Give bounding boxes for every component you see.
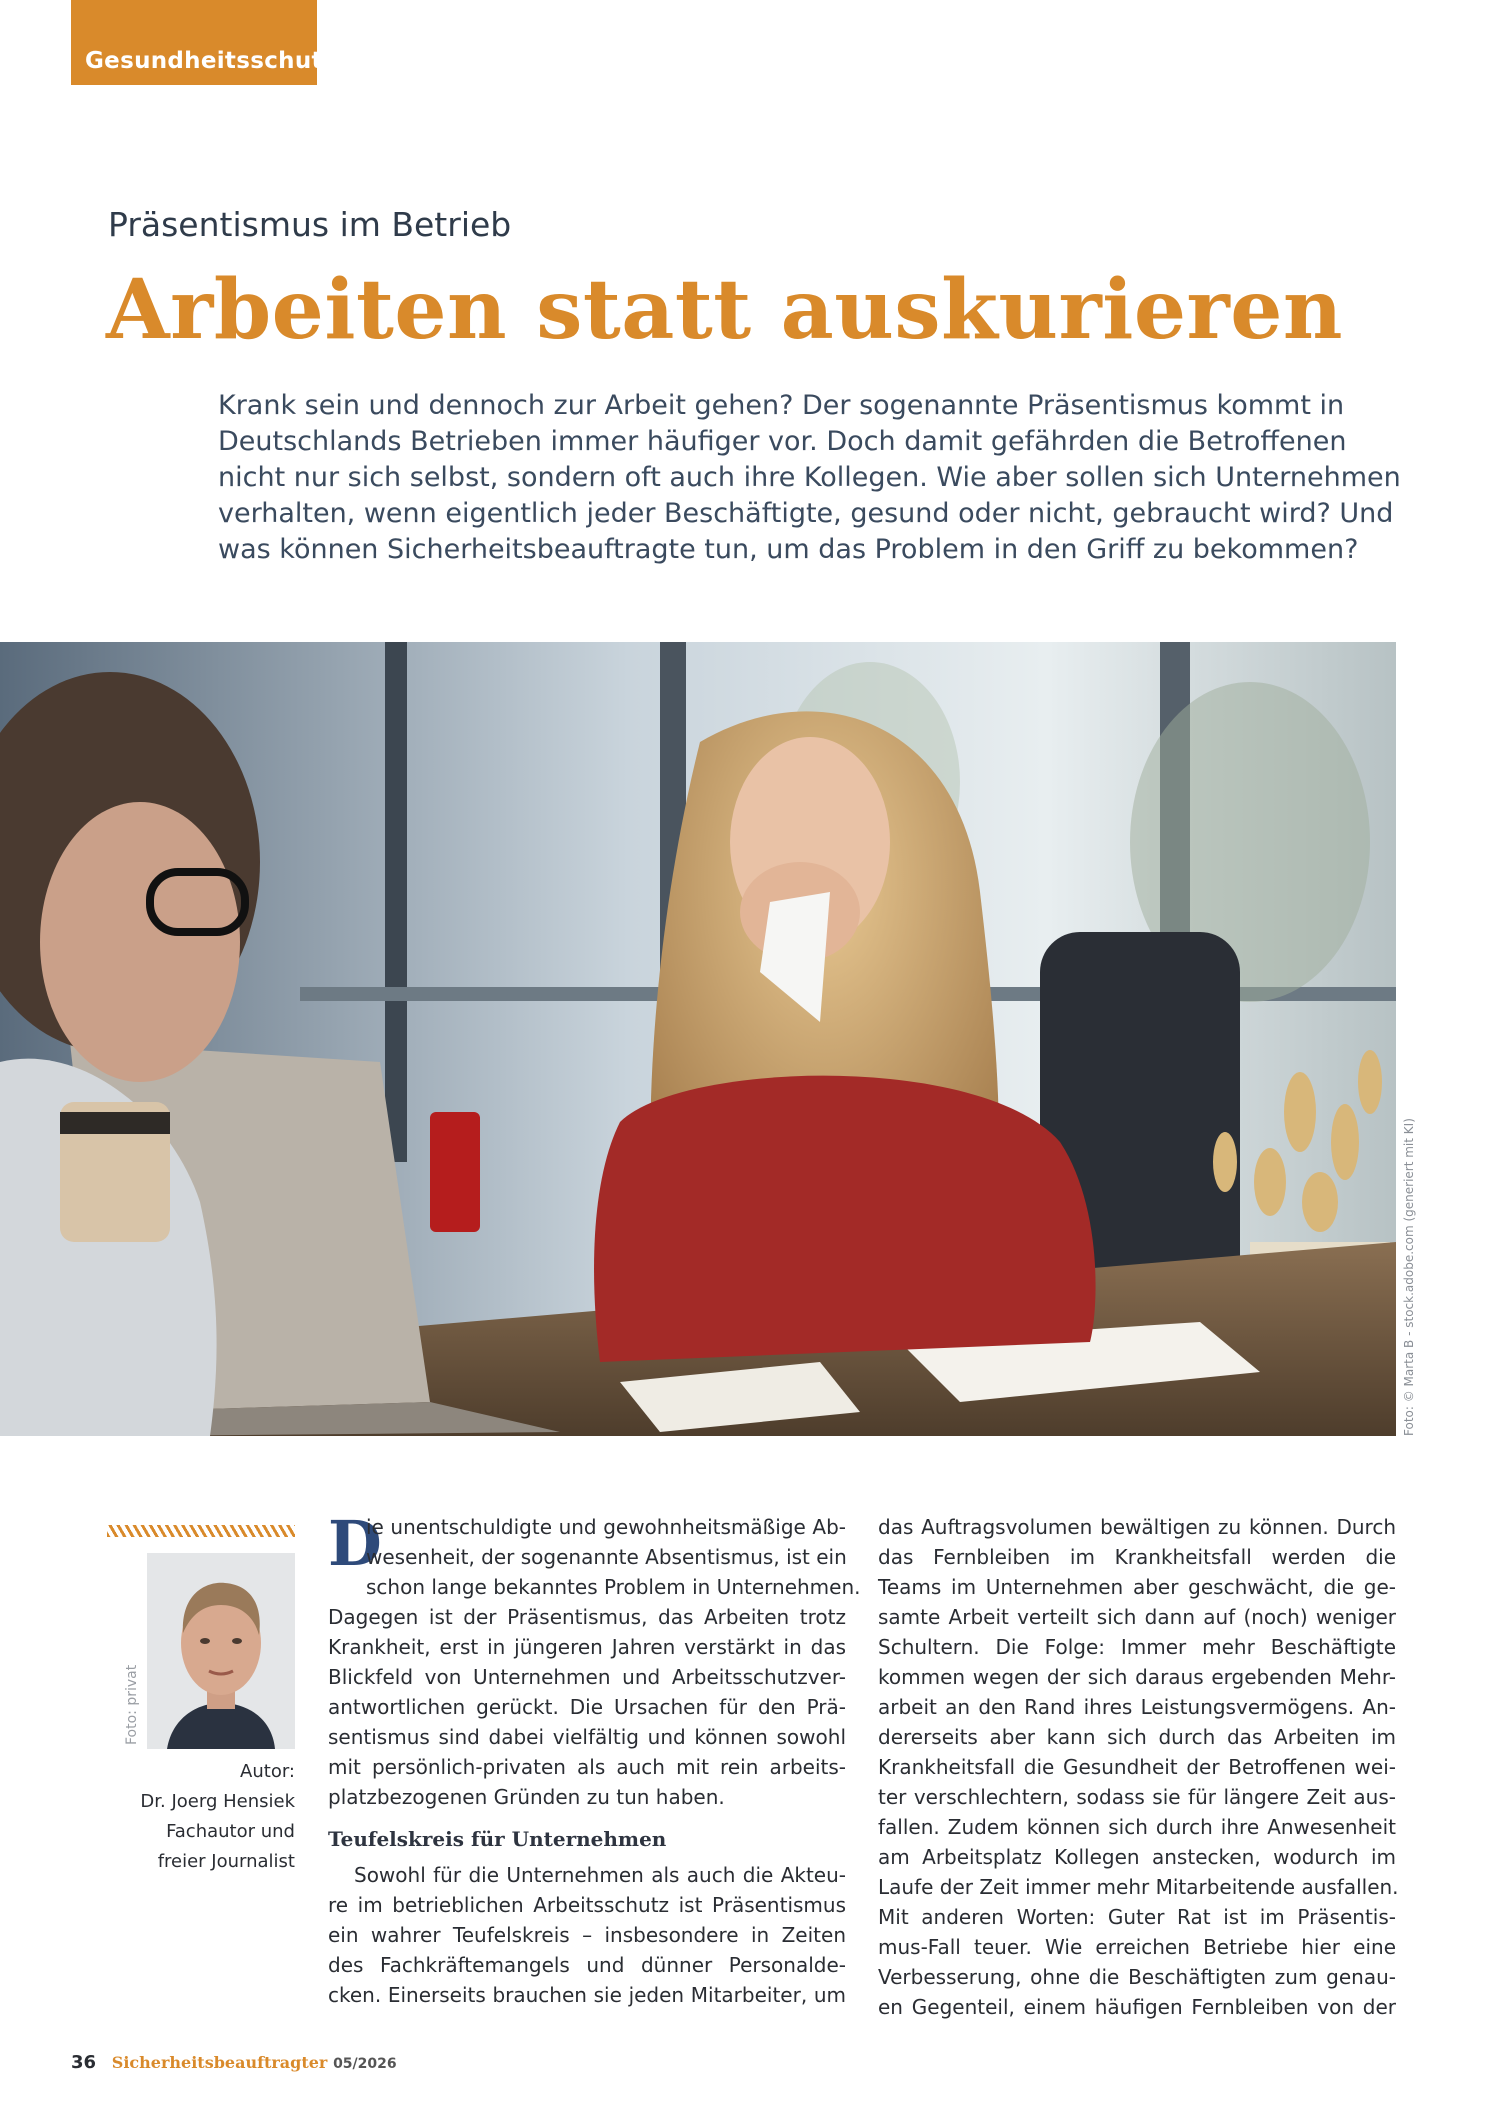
body-line: Mit anderen Worten: Guter Rat ist im Präsentis- <box>878 1905 1396 1929</box>
subheading: Teufelskreis für Unternehmen <box>328 1827 667 1851</box>
lead-line: nicht nur sich selbst, sondern oft auch ihre Kollegen. Wie aber sollen sich Unternehmen <box>218 462 1401 493</box>
body-line: mit persönlich-privaten als auch mit rein arbeits- <box>328 1755 846 1779</box>
magazine-name: Sicherheitsbeauftragter <box>111 2053 328 2072</box>
body-line: Blickfeld von Unternehmen und Arbeitsschutzver- <box>328 1665 846 1689</box>
body-line: Schultern. Die Folge: Immer mehr Beschäftigte <box>878 1635 1396 1659</box>
author-photo-credit: Foto: privat <box>124 1664 140 1745</box>
author-portrait <box>147 1553 295 1749</box>
body-line: das Fernbleiben im Krankheitsfall werden die <box>878 1545 1396 1569</box>
body-line: samte Arbeit verteilt sich dann auf (noch) weniger <box>878 1605 1396 1629</box>
body-line: ter verschlechtern, sodass sie für längere Zeit aus- <box>878 1785 1396 1809</box>
body-line: schon lange bekanntes Problem in Unternehmen. <box>366 1575 861 1599</box>
issue-number: 05/2026 <box>333 2056 397 2072</box>
body-line: arbeit an den Rand ihres Leistungsvermögens. An- <box>878 1695 1396 1719</box>
body-line: des Fachkräftemangels und dünner Personalde- <box>328 1953 846 1977</box>
body-line: das Auftragsvolumen bewältigen zu können. Durch <box>878 1515 1396 1539</box>
body-line: fallen. Zudem können sich durch ihre Anwesenheit <box>878 1815 1396 1839</box>
author-portrait-illustration <box>147 1553 295 1749</box>
body-line: Verbesserung, ohne die Beschäftigten zum genau- <box>878 1965 1396 1989</box>
body-line: Sowohl für die Unternehmen als auch die Akteu- <box>354 1863 846 1887</box>
body-line: wesenheit, der sogenannte Absentismus, ist ein <box>366 1545 847 1569</box>
article-column-2 <box>878 1512 1399 2022</box>
lead-line: Deutschlands Betrieben immer häufiger vor. Doch damit gefährden die Betroffenen <box>218 426 1347 457</box>
drop-cap: D <box>328 1507 382 1580</box>
office-scene-illustration <box>0 642 1396 1436</box>
author-info <box>90 1757 295 1877</box>
article-column-1 <box>328 1507 861 2010</box>
kicker: Präsentismus im Betrieb <box>108 205 512 244</box>
author-box-decoration <box>107 1525 295 1537</box>
body-line: Teams im Unternehmen aber geschwächt, die ge- <box>878 1575 1396 1599</box>
body-line: Krankheit, erst in jüngeren Jahren verstärkt in das <box>328 1635 846 1659</box>
lead-line: was können Sicherheitsbeauftragte tun, um das Problem in den Griff zu bekommen? <box>218 534 1359 565</box>
photo-credit: Foto: © Marta B - stock.adobe.com (generiert mit KI) <box>1402 1118 1416 1436</box>
body-line: Krankheitsfall die Gesundheit der Betroffenen wei- <box>878 1755 1396 1779</box>
body-line: ie unentschuldigte und gewohnheitsmäßige Ab- <box>366 1515 846 1539</box>
lead-line: verhalten, wenn eigentlich jeder Beschäftigte, gesund oder nicht, gebraucht wird? Und <box>218 498 1394 529</box>
body-line: antwortlichen gerückt. Die Ursachen für den Prä- <box>328 1695 846 1719</box>
author-label: Autor: <box>240 1761 295 1782</box>
body-line: re im betrieblichen Arbeitsschutz ist Präsentismus <box>328 1893 846 1917</box>
page-footer <box>71 2052 397 2073</box>
body-line: am Arbeitsplatz Kollegen anstecken, wodurch im <box>878 1845 1396 1869</box>
body-line: dererseits aber kann sich durch das Arbeiten im <box>878 1725 1396 1749</box>
body-line: Laufe der Zeit immer mehr Mitarbeitende ausfallen. <box>878 1875 1399 1899</box>
section-tab: Gesundheitsschutz <box>71 0 317 85</box>
body-line: platzbezogenen Gründen zu tun haben. <box>328 1785 725 1809</box>
body-line: Dagegen ist der Präsentismus, das Arbeiten trotz <box>328 1605 846 1629</box>
article-photo <box>0 642 1396 1436</box>
body-line: cken. Einerseits brauchen sie jeden Mitarbeiter, um <box>328 1983 846 2007</box>
body-line: kommen wegen der sich daraus ergebenden Mehr- <box>878 1665 1396 1689</box>
lead-line: Krank sein und dennoch zur Arbeit gehen? Der sogenannte Präsentismus kommt in <box>218 390 1345 421</box>
page-number: 36 <box>71 2052 97 2073</box>
author-role: freier Journalist <box>157 1851 295 1872</box>
body-line: ein wahrer Teufelskreis – insbesondere in Zeiten <box>328 1923 846 1947</box>
body-line: mus-Fall teuer. Wie erreichen Betriebe hier eine <box>878 1935 1396 1959</box>
body-line: en Gegenteil, einem häufigen Fernbleiben von der <box>878 1995 1396 2019</box>
author-role: Fachautor und <box>166 1821 295 1842</box>
headline: Arbeiten statt auskurieren <box>106 262 1344 358</box>
lead-paragraph <box>218 388 1418 568</box>
body-line: sentismus sind dabei vielfältig und können sowohl <box>328 1725 846 1749</box>
author-name: Dr. Joerg Hensiek <box>140 1791 295 1812</box>
